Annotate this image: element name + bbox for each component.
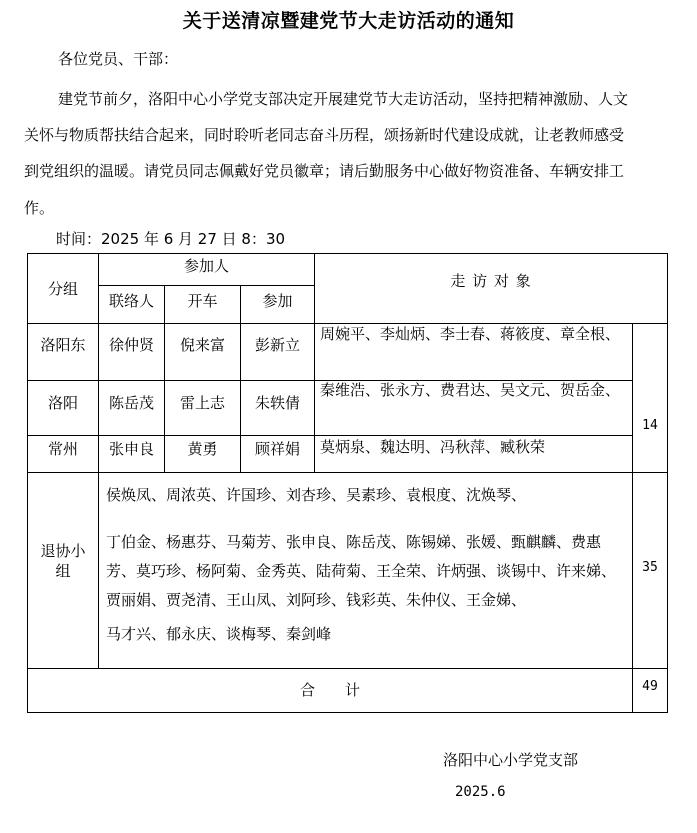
table-row-driver: 黄勇 <box>187 439 218 458</box>
table-row-attend: 朱轶倩 <box>254 393 300 412</box>
header-contact: 联络人 <box>108 291 154 310</box>
body-line-1: 建党节前夕，洛阳中心小学党支部决定开展建党节大走访活动，坚持把精神激励、人文 <box>58 90 629 108</box>
retired-line-2: 丁伯金、杨惠芬、马菊芳、张申良、陈岳茂、陈锡娣、张媛、甄麒麟、费惠芳、莫巧珍、杨阿菊、金秀英、陆荷菊、王全荣、许炳强、谈锡中、许来娣、贾丽娟、贾尧清、王山凤、刘阿珍、钱彩英、朱仲仪、王金娣、 <box>106 533 617 609</box>
greeting: 各位党员、干部： <box>58 50 179 68</box>
header-visit-targets: 走 访 对 象 <box>450 271 532 290</box>
retired-line-3: 马才兴、郁永庆、谈梅琴、秦剑峰 <box>106 625 332 643</box>
retired-line-1: 侯焕凤、周浓英、许国珍、刘杏珍、吴素珍、袁根度、沈焕琴、 <box>106 486 527 504</box>
table-row-driver: 倪来富 <box>179 335 225 354</box>
issue-date: 2025.6 <box>455 784 506 800</box>
header-participants: 参加人 <box>183 256 229 275</box>
total-label: 合 计 <box>299 680 360 699</box>
total-count: 49 <box>642 678 658 694</box>
table-row-contact: 陈岳茂 <box>108 393 154 412</box>
table-row-attend: 顾祥娟 <box>254 439 300 458</box>
table-row-contact: 徐仲贤 <box>108 335 154 354</box>
table-row-driver: 雷上志 <box>179 393 225 412</box>
retired-group-label: 退协小组 <box>40 542 86 580</box>
table-row-group: 洛阳 <box>47 393 78 412</box>
notice-title: 关于送清凉暨建党节大走访活动的通知 <box>182 10 515 32</box>
table-row-contact: 张申良 <box>108 439 154 458</box>
body-line-3: 到党组织的温暖。请党员同志佩戴好党员徽章；请后勤服务中心做好物资准备、车辆安排工 <box>24 162 625 180</box>
body-line-4: 作。 <box>24 199 55 217</box>
body-line-2: 关怀与物质帮扶结合起来，同时聆听老同志奋斗历程，颂扬新时代建设成就，让老教师感受 <box>24 126 625 144</box>
table-row-targets: 周婉平、李灿炳、李士春、蒋筱度、章全根、 <box>320 325 621 343</box>
table-row-targets: 莫炳泉、魏达明、冯秋萍、臧秋荣 <box>320 438 546 456</box>
table-row-group: 洛阳东 <box>40 335 86 354</box>
retired-count: 35 <box>642 559 658 575</box>
header-driver: 开车 <box>187 291 218 310</box>
header-group: 分组 <box>47 280 78 298</box>
first-groups-count: 14 <box>642 417 658 433</box>
table-row-attend: 彭新立 <box>254 335 300 354</box>
activity-time: 时间：2025 年 6 月 27 日 8：30 <box>56 230 286 248</box>
issuer-org: 洛阳中心小学党支部 <box>443 751 579 769</box>
header-attend: 参加 <box>262 291 293 310</box>
table-row-group: 常州 <box>47 439 78 458</box>
table-row-targets: 秦维浩、张永方、费君达、吴文元、贺岳金、 <box>320 381 621 399</box>
